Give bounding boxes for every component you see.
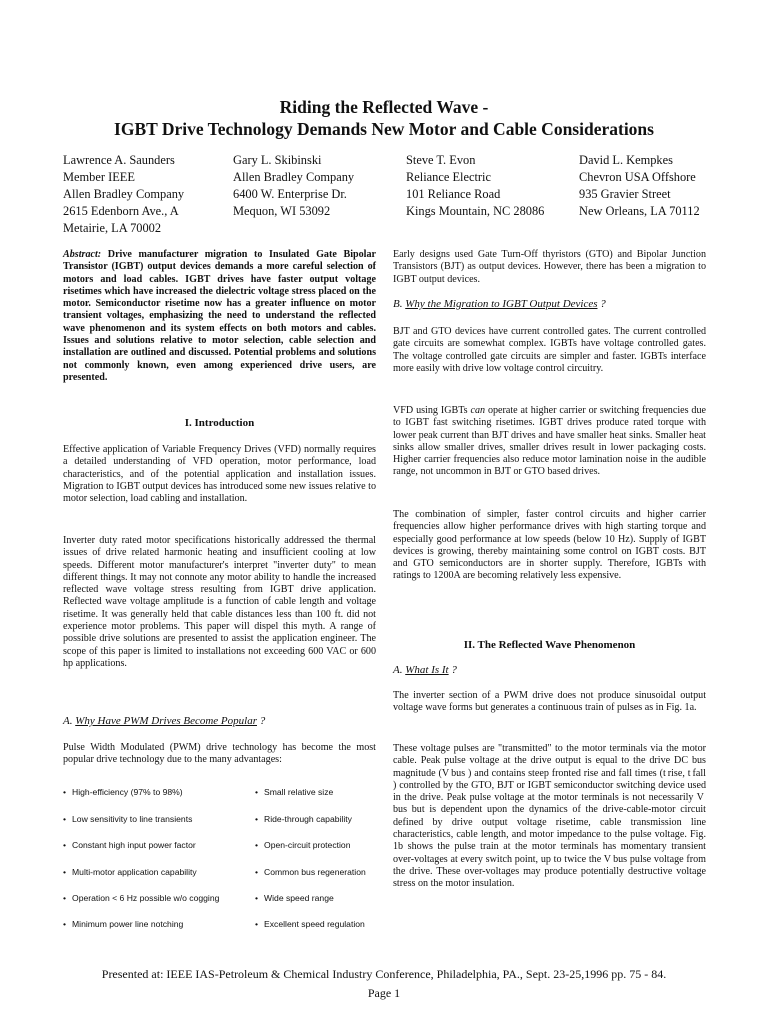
igbt-paragraph-2-text-a: VFD using IGBTs <box>393 405 471 416</box>
subsection-heading-pwm <box>63 715 265 727</box>
author-3-line: 101 Reliance Road <box>406 187 501 201</box>
advantage-bullet: • Multi-motor application capability <box>63 867 197 877</box>
abstract-label: Abstract: <box>63 249 102 260</box>
abstract <box>63 249 376 384</box>
subsection-igbt-suffix: ? <box>597 298 606 310</box>
page-number: Page 1 <box>367 986 401 1000</box>
reflected-paragraph-2-text: These voltage pulses are "transmitted" to the motor terminals via the motor cable. Peak pulse voltage at the drive output is equal to the drive DC bus magnitude (V bus ) and contains steep fronted rise and fall times (t rise, t fall ) controlled by the GTO, BJT or IGBT semiconductor switching device used in the drive. Peak pulse voltage at the motor terminals is not necessarily V bus but is dependent upon the dynamics of the drive-cable-motor circuit defined by drive output voltage risetime, cable transmission line characteristics, cable length, and motor impedance to the pulse voltage. Fig. 1b shows the pulse train at the motor terminals has momentary transient over-voltages at every switch point, up to twice the V bus pulse voltage from the drive. These over-voltages may produce potentially destructive voltage stress on the motor insulation. <box>393 743 706 890</box>
author-4-line: New Orleans, LA 70112 <box>579 204 700 218</box>
author-4-line: Chevron USA Offshore <box>579 170 696 184</box>
reflected-paragraph-1-text: The inverter section of a PWM drive does not produce sinusoidal output voltage wave forms but generates a continuous train of pulses as in Fig. 1a. <box>393 690 706 714</box>
section-heading-reflected-wave: II. The Reflected Wave Phenomenon <box>463 639 636 651</box>
paper-title-line-2: IGBT Drive Technology Demands New Motor and Cable Considerations <box>114 119 654 139</box>
advantage-bullet: • Open-circuit protection <box>255 840 350 850</box>
right-intro-paragraph <box>393 249 706 286</box>
author-1-line: Allen Bradley Company <box>63 187 185 201</box>
igbt-paragraph-2-text-b: operate at higher carrier or switching frequencies due to IGBT fast switching risetimes. IGBT drives produce rated torque with lower peak current than BJT drives and have smaller heat sinks. Smaller heat sinks allow smaller drives, smaller drives result in lower packaging costs. Higher carrier frequencies also reduce motor lamination noise in the audible range, not uncommon in BJT or GTO based drives. <box>393 405 706 478</box>
igbt-paragraph-3 <box>393 509 706 583</box>
advantage-bullet: • Small relative size <box>255 787 333 797</box>
advantage-bullet: • Low sensitivity to line transients <box>63 814 192 824</box>
paper-title-line-1: Riding the Reflected Wave - <box>279 97 489 117</box>
igbt-paragraph-1 <box>393 326 706 375</box>
advantage-bullet: • Wide speed range <box>255 893 334 903</box>
igbt-paragraph-2 <box>393 405 706 479</box>
author-block-2 <box>233 152 354 220</box>
igbt-paragraph-3-text: The combination of simpler, faster control circuits and higher carrier frequencies allow higher performance drives with high starting torque and especially good performance at low speeds (below 10 Hz). Supply of IGBT devices is growing, thereby maintaining some control on IGBT costs. BJT and GTO semiconductors are in shorter supply. Therefore, IGBTs with ratings to 1200A are becoming relatively less expensive. <box>393 509 706 582</box>
author-2-line: Mequon, WI 53092 <box>233 204 331 218</box>
igbt-paragraph-2-emphasis: can <box>470 405 486 416</box>
author-block-3 <box>406 152 544 220</box>
author-2-name: Gary L. Skibinski <box>233 153 322 167</box>
reflected-paragraph-2 <box>393 743 706 891</box>
advantage-bullet: • Excellent speed regulation <box>255 919 365 929</box>
right-intro-text: Early designs used Gate Turn-Off thyristors (GTO) and Bipolar Junction Transistors (BJT) as output devices. However, there has been a migration to IGBT output devices. <box>393 249 706 285</box>
pwm-paragraph-text: Pulse Width Modulated (PWM) drive technology has become the most popular drive technology due to the many advantages: <box>63 742 376 766</box>
conference-footer: Presented at: IEEE IAS-Petroleum & Chemical Industry Conference, Philadelphia, PA., Sept. 23-25,1996 pp. 75 - 84. <box>101 967 667 981</box>
subsection-igbt-prefix: B. <box>393 298 406 310</box>
author-4-line: 935 Gravier Street <box>579 187 671 201</box>
advantage-bullet: • Ride-through capability <box>255 814 352 824</box>
subsection-heading-what-is-it <box>393 664 457 676</box>
subsection-what-prefix: A. <box>393 664 406 676</box>
advantage-bullet: • Common bus regeneration <box>255 867 366 877</box>
subsection-pwm-suffix: ? <box>256 715 266 727</box>
advantage-bullet: • High-efficiency (97% to 98%) <box>63 787 183 797</box>
author-3-name: Steve T. Evon <box>406 153 476 167</box>
advantage-bullet: • Constant high input power factor <box>63 840 196 850</box>
pwm-paragraph <box>63 742 376 767</box>
intro-paragraph-1-text: Effective application of Variable Frequency Drives (VFD) normally requires a detailed understanding of VFD operation, motor performance, load characteristics, and of the potential application and installation issues. Migration to IGBT output devices has introduced some new issues relative to motor selection, load cabling and installation. <box>63 444 376 505</box>
subsection-what-title: What Is It <box>405 664 449 676</box>
author-1-name: Lawrence A. Saunders <box>63 153 175 167</box>
igbt-paragraph-1-text: BJT and GTO devices have current controlled gates. The current controlled gate circuits are somewhat complex. IGBTs have voltage controlled gates. The voltage controlled gate circuits are simpler and faster. IGBTs interface more easily with drive low voltage control circuitry. <box>393 326 706 374</box>
advantage-bullet: • Operation < 6 Hz possible w/o cogging <box>63 893 219 903</box>
subsection-pwm-prefix: A. <box>63 715 76 727</box>
author-1-line: 2615 Edenborn Ave., A <box>63 204 179 218</box>
author-block-4 <box>579 152 700 220</box>
author-1-line: Member IEEE <box>63 170 135 184</box>
intro-paragraph-2 <box>63 535 376 670</box>
author-2-line: 6400 W. Enterprise Dr. <box>233 187 347 201</box>
reflected-paragraph-1 <box>393 690 706 715</box>
advantage-bullet: • Minimum power line notching <box>63 919 183 929</box>
abstract-text: Drive manufacturer migration to Insulated Gate Bipolar Transistor (IGBT) output devices demands a more careful selection of motors and load cables. IGBT drives have faster output voltage risetimes which have increased the dielectric voltage stress placed on the motor. Semiconductor risetime now has a greater influence on motor transient voltages, emphasizing the need to understand the reflected wave phenomenon and its system effects on both motors and cables. Issues and solutions relative to motor selection, cable selection and installation are outlined and discussed. Potential problems and solutions not commonly known, even among experienced drive users, are presented. <box>63 249 376 383</box>
author-3-line: Reliance Electric <box>406 170 491 184</box>
author-block-1 <box>63 152 184 237</box>
subsection-what-suffix: ? <box>448 664 457 676</box>
subsection-pwm-title: Why Have PWM Drives Become Popular <box>75 715 257 727</box>
author-4-name: David L. Kempkes <box>579 153 673 167</box>
section-heading-introduction: I. Introduction <box>184 417 255 429</box>
author-1-line: Metairie, LA 70002 <box>63 221 162 235</box>
author-2-line: Allen Bradley Company <box>233 170 355 184</box>
author-3-line: Kings Mountain, NC 28086 <box>406 204 545 218</box>
subsection-heading-igbt-migration <box>393 298 606 310</box>
intro-paragraph-2-text: Inverter duty rated motor specifications historically addressed the thermal issues of drive related harmonic heating and insufficient cooling at low speeds. Different motor manufacturer's interpret "inverter duty" to mean different things. It may not connote any motor ability to handle the increased reflected wave voltage stress resulting from IGBT drive application. Reflected wave voltage amplitude is a function of cable length and voltage risetime. It was generally held that cable distances less than 100 ft. did not experience motor problems. This paper will dispel this myth. A range of possible drive solutions are presented to assist the application engineer. The scope of this paper is limited to installations not exceeding 600 VAC or 600 hp applications. <box>63 535 376 669</box>
subsection-igbt-title: Why the Migration to IGBT Output Devices <box>405 298 598 310</box>
intro-paragraph-1 <box>63 444 376 505</box>
